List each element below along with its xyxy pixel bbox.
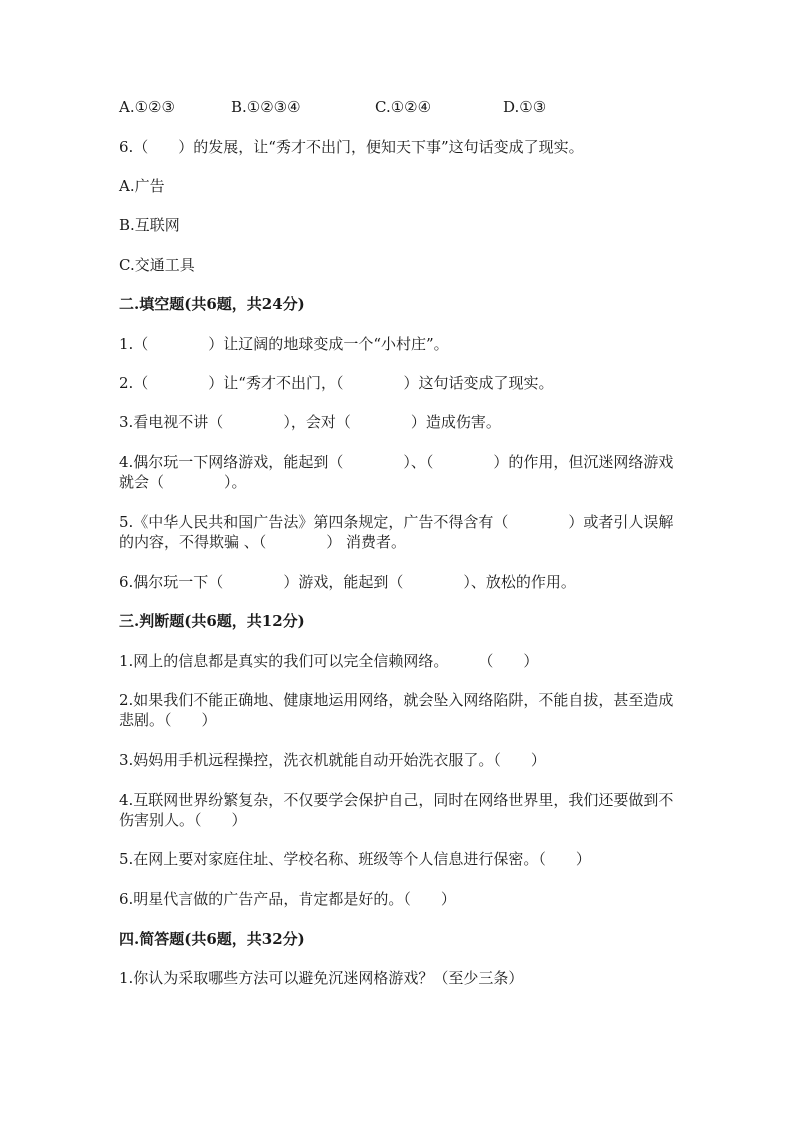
fill-question-6: 6.偶尔玩一下（ ）游戏，能起到（ ）、放松的作用。 (119, 573, 576, 591)
option-b: B.①②③④ (231, 98, 301, 116)
judge-question-4: 4.互联网世界纷繁复杂，不仅要学会保护自己，同时在网络世界里，我们还要做到不伤害别人。（ ） (119, 791, 674, 829)
choice6-option-a: A.广告 (119, 177, 165, 195)
fill-question-3: 3.看电视不讲（ ），会对（ ）造成伤害。 (119, 413, 501, 431)
judge-question-5: 5.在网上要对家庭住址、学校名称、班级等个人信息进行保密。（ ） (119, 850, 591, 868)
option-d: D.①③ (503, 98, 547, 116)
option-a: A.①②③ (119, 98, 175, 116)
short-question-1: 1.你认为采取哪些方法可以避免沉迷网格游戏？（至少三条） (119, 969, 524, 987)
judge-section-heading: 三.判断题(共6题，共12分) (119, 612, 305, 630)
fill-question-1: 1.（ ）让辽阔的地球变成一个“小村庄”。 (119, 335, 449, 353)
judge-question-6: 6.明星代言做的广告产品，肯定都是好的。（ ） (119, 890, 456, 908)
fill-question-2: 2.（ ）让“秀才不出门，（ ）这句话变成了现实。 (119, 374, 554, 392)
fill-section-heading: 二.填空题(共6题，共24分) (119, 295, 305, 313)
fill-question-4: 4.偶尔玩一下网络游戏，能起到（ ）、（ ）的作用，但沉迷网络游戏就会（ ）。 (119, 453, 674, 491)
choice6-option-b: B.互联网 (119, 216, 180, 234)
judge-question-3: 3.妈妈用手机远程操控，洗衣机就能自动开始洗衣服了。（ ） (119, 751, 546, 769)
option-c: C.①②④ (375, 98, 432, 116)
short-section-heading: 四.简答题(共6题，共32分) (119, 930, 305, 948)
judge-question-2: 2.如果我们不能正确地、健康地运用网络，就会坠入网络陷阱，不能自拔，甚至造成悲剧。（ ） (119, 691, 674, 729)
fill-question-5: 5.《中华人民共和国广告法》第四条规定，广告不得含有（ ）或者引人误解的内容，不得欺骗 、（ ） 消费者。 (119, 513, 674, 551)
choice6-option-c: C.交通工具 (119, 256, 195, 274)
choice-question-6: 6.（ ）的发展，让“秀才不出门，便知天下事”这句话变成了现实。 (119, 138, 584, 156)
judge-question-1: 1.网上的信息都是真实的我们可以完全信赖网络。 （ ） (119, 652, 539, 670)
q5-options (0, 97, 794, 117)
